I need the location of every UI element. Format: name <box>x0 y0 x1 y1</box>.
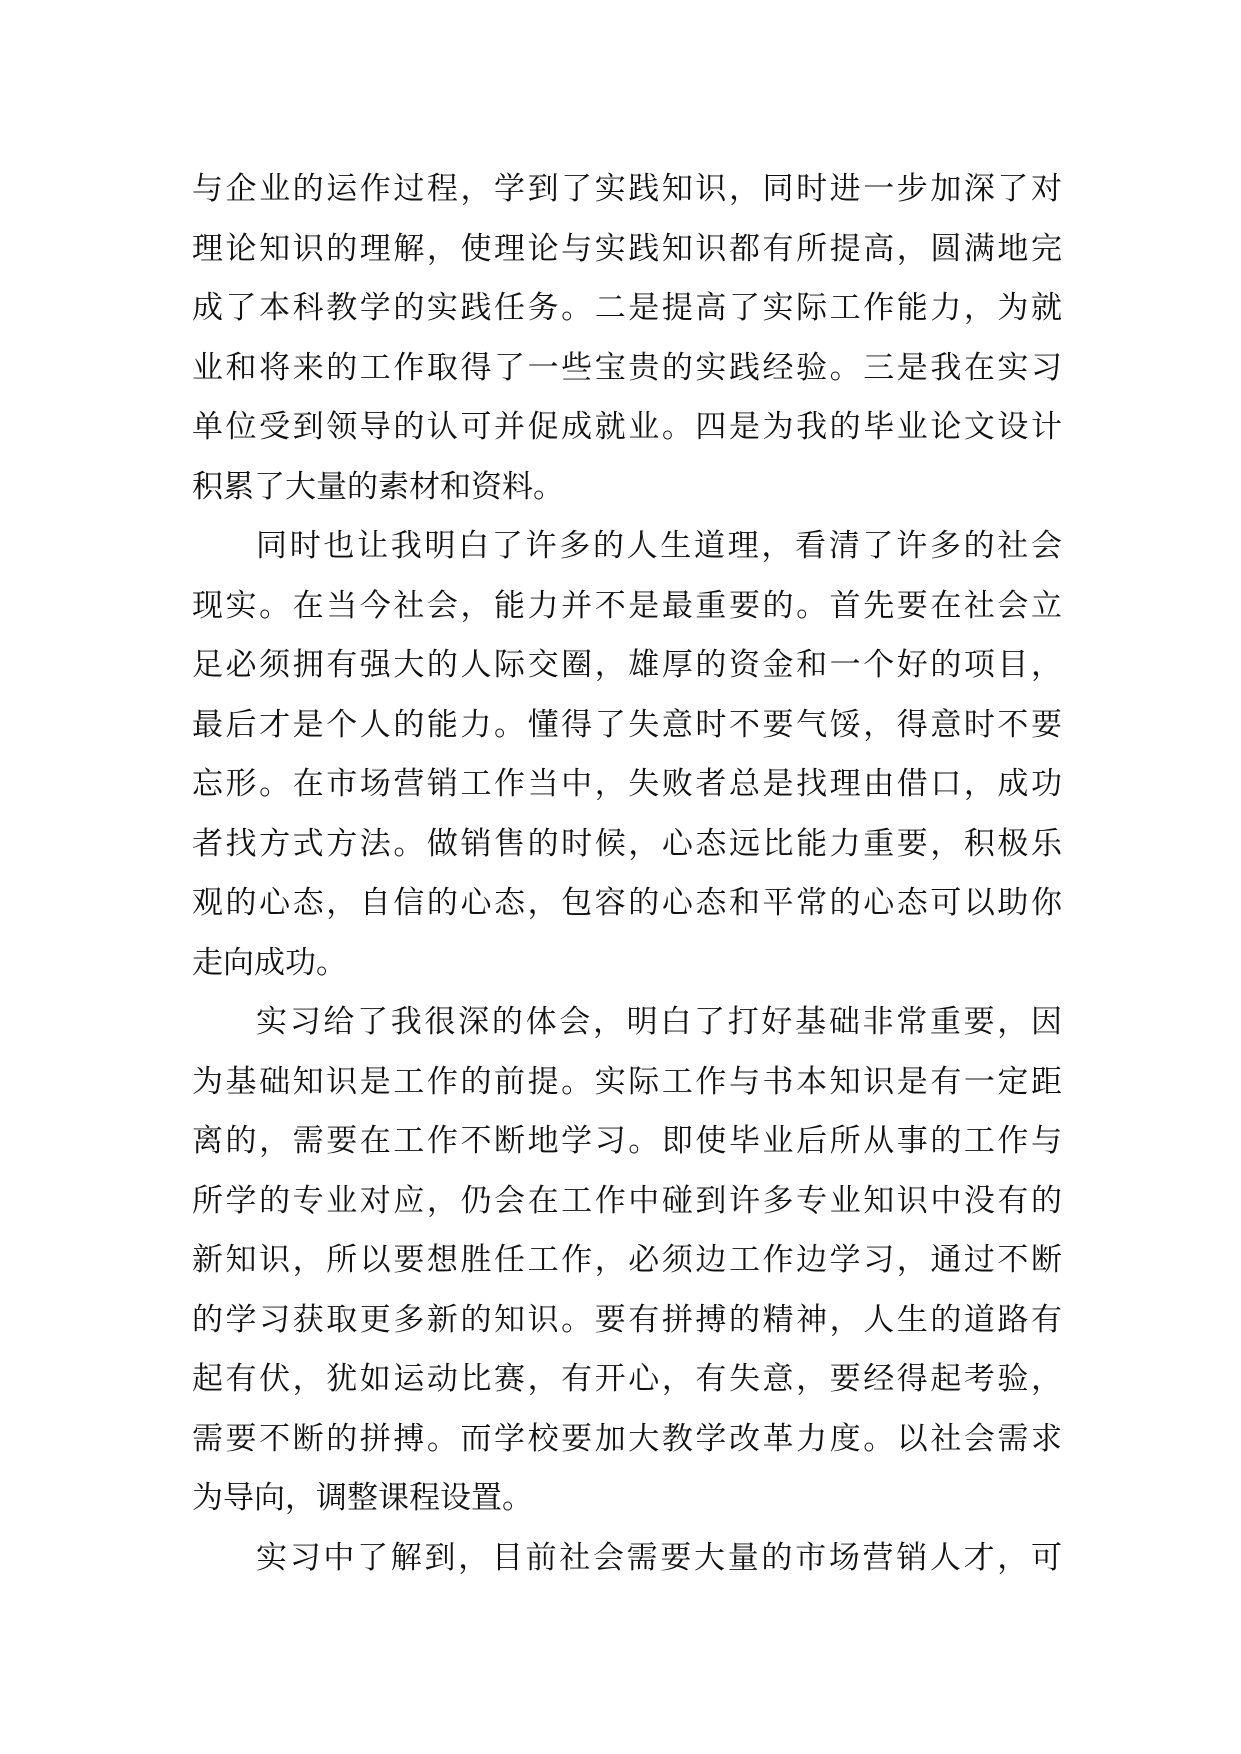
text-line: 为导向，调整课程设置。 <box>192 1480 533 1516</box>
text-line: 与企业的运作过程，学到了实践知识，同时进一步加深了对 <box>192 171 1062 207</box>
text-line: 实习给了我很深的体会，明白了打好基础非常重要，因 <box>256 1004 1062 1040</box>
text-line: 的学习获取更多新的知识。要有拼搏的精神，人生的道路有 <box>192 1301 1062 1338</box>
document-page <box>192 160 1062 1588</box>
text-line: 为基础知识是工作的前提。实际工作与书本知识是有一定距 <box>192 1063 1062 1100</box>
text-line: 实习中了解到，目前社会需要大量的市场营销人才，可 <box>256 1539 1062 1576</box>
text-line: 起有伏，犹如运动比赛，有开心，有失意，要经得起考验， <box>192 1361 1062 1397</box>
paragraph-2 <box>192 517 1062 993</box>
text-line: 积累了大量的素材和资料。 <box>192 468 564 505</box>
text-line: 最后才是个人的能力。懂得了失意时不要气馁，得意时不要 <box>192 706 1062 743</box>
text-line: 成了本科教学的实践任务。二是提高了实际工作能力，为就 <box>192 290 1062 326</box>
text-line: 离的，需要在工作不断地学习。即使毕业后所从事的工作与 <box>192 1123 1062 1159</box>
paragraph-3 <box>192 993 1062 1529</box>
text-line: 同时也让我明白了许多的人生道理，看清了许多的社会 <box>256 528 1062 564</box>
text-line: 足必须拥有强大的人际交圈，雄厚的资金和一个好的项目， <box>192 647 1062 683</box>
paragraph-1 <box>192 160 1062 517</box>
text-line: 者找方式方法。做销售的时候，心态远比能力重要，积极乐 <box>192 825 1062 862</box>
text-line: 忘形。在市场营销工作当中，失败者总是找理由借口，成功 <box>192 766 1062 802</box>
text-line: 业和将来的工作取得了一些宝贵的实践经验。三是我在实习 <box>192 349 1062 386</box>
text-line: 新知识，所以要想胜任工作，必须边工作边学习，通过不断 <box>192 1242 1062 1278</box>
text-line: 需要不断的拼搏。而学校要加大教学改革力度。以社会需求 <box>192 1420 1062 1457</box>
text-line: 走向成功。 <box>192 944 347 981</box>
text-line: 所学的专业对应，仍会在工作中碰到许多专业知识中没有的 <box>192 1182 1062 1219</box>
text-line: 单位受到领导的认可并促成就业。四是为我的毕业论文设计 <box>192 409 1062 445</box>
text-line: 理论知识的理解，使理论与实践知识都有所提高，圆满地完 <box>192 230 1062 267</box>
text-line: 观的心态，自信的心态，包容的心态和平常的心态可以助你 <box>192 885 1062 921</box>
paragraph-4 <box>192 1529 1062 1589</box>
text-line: 现实。在当今社会，能力并不是最重要的。首先要在社会立 <box>192 587 1062 624</box>
